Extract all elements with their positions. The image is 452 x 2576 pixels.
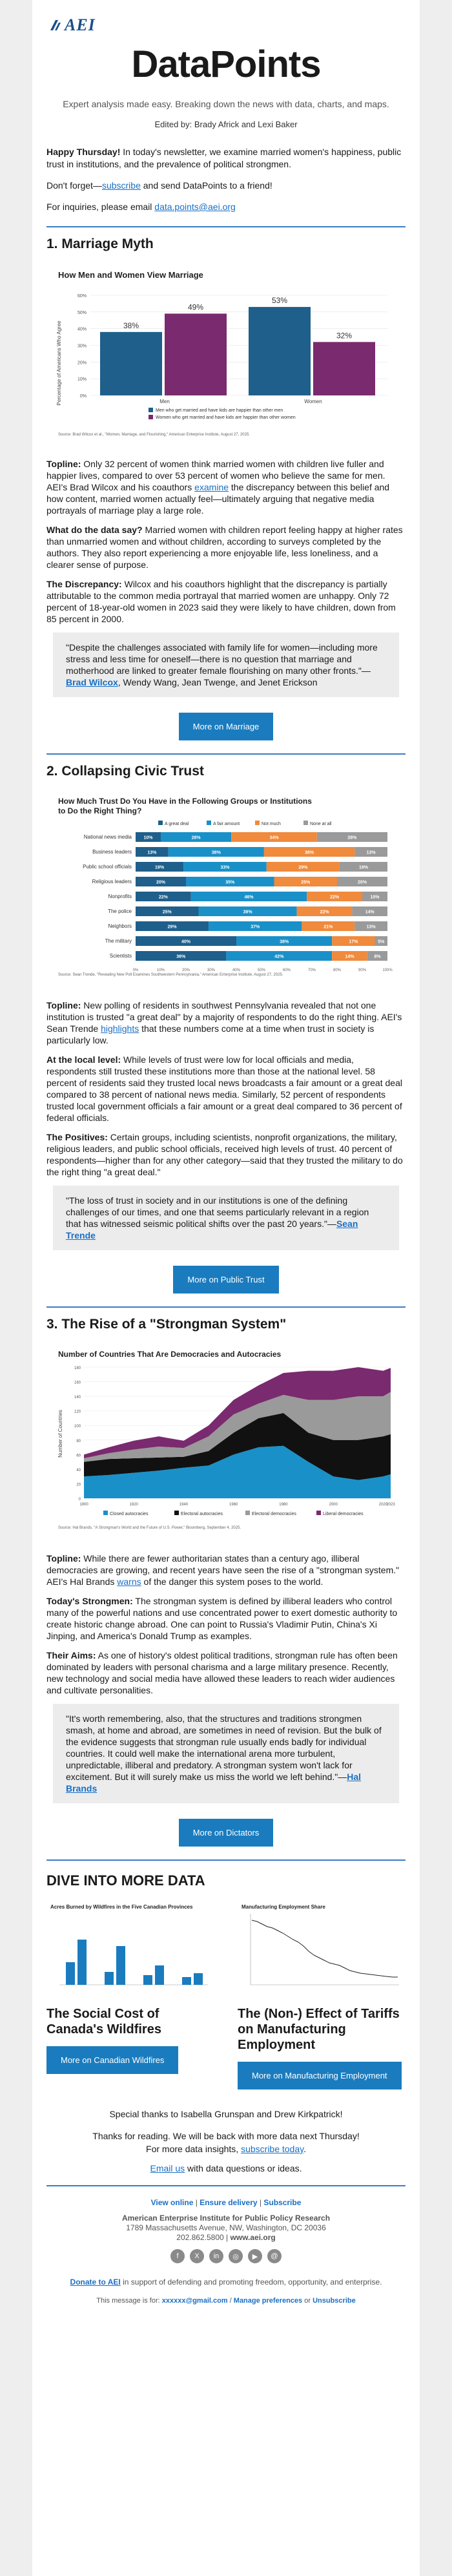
view-online-link[interactable]: View online: [150, 2198, 194, 2207]
updates-pre: For more data insights,: [146, 2144, 241, 2154]
back-line: Thanks for reading. We will be back with more data next Thursday!: [92, 2131, 360, 2141]
s3-aims-text: As one of history's oldest political traditions, strongman rule has often been dominated by leaders with personal charisma and a large military presence. Recently, new technology and social media have allowed these leaders to reach wider audiences and cultivate personalities.: [46, 1650, 398, 1695]
chart3-xtick: 1900: [79, 1503, 88, 1507]
chart2-category-label: Scientists: [109, 953, 132, 959]
chart1-xtick: Men: [159, 399, 170, 404]
chart2-xtick: 30%: [207, 969, 216, 972]
chart1-ytick: 10%: [77, 377, 87, 382]
aei-logo-mark-icon: [49, 19, 65, 32]
tagline: Expert analysis made easy. Breaking down the news with data, charts, and maps.: [63, 99, 389, 109]
chart2-xtick: 100%: [382, 969, 393, 972]
section-title-strongman: 3. The Rise of a "Strongman System": [46, 1317, 287, 1332]
chart2-segment-label: 40%: [181, 939, 191, 945]
intro: [46, 146, 406, 213]
chart3-ytick: 140: [74, 1396, 81, 1400]
aei-logo[interactable]: [49, 16, 96, 35]
chart1-bar: [313, 342, 375, 395]
s1-examine-link[interactable]: examine: [194, 482, 229, 492]
chart1-ytick: 30%: [77, 344, 87, 349]
more-on-canadian-wildfires-button[interactable]: More on Canadian Wildfires: [46, 2046, 178, 2074]
chart3-legend-label: Liberal democracies: [323, 1512, 364, 1516]
chart2-segment-label: 13%: [366, 925, 376, 930]
facebook-icon[interactable]: f: [170, 2249, 185, 2263]
s2-local: [46, 1054, 406, 1124]
chart3-xtick: 1960: [229, 1503, 238, 1507]
s3-topline-b: of the danger this system poses to the world.: [141, 1576, 324, 1587]
chart1-legend-swatch: [149, 408, 153, 412]
s2-pos: [46, 1131, 406, 1178]
ensure-delivery-link[interactable]: Ensure delivery: [200, 2198, 258, 2207]
subscribe-today-link[interactable]: subscribe today: [241, 2144, 304, 2154]
marriage-chart-svg: [52, 266, 400, 441]
chart3-legend-label: Electoral autocracies: [181, 1512, 223, 1516]
chart2-category-label: The military: [105, 938, 132, 944]
phone: 202.862.5800: [176, 2233, 224, 2242]
s2-topline-b: that these numbers come at a time when trust in society is particularly low.: [46, 1023, 375, 1045]
wildfire-chart-thumbnail[interactable]: [46, 1901, 214, 1998]
s3-quote: [53, 1704, 399, 1803]
msg-pre: This message is for:: [96, 2297, 162, 2305]
message-line: [46, 2297, 406, 2305]
greeting-text: In today's newsletter, we examine married women's happiness, public trust in institutions, and the prevalence of political strongmen.: [46, 147, 402, 169]
subscribe-link[interactable]: subscribe: [101, 180, 141, 191]
chart2-segment-label: 36%: [305, 850, 314, 855]
chart1-ytick: 60%: [77, 294, 87, 298]
footer-sep-2: |: [259, 2198, 264, 2207]
chart1-ytick: 50%: [77, 310, 87, 315]
chart2-segment-label: 21%: [324, 925, 333, 930]
chart1-value-label: 49%: [187, 302, 204, 312]
chart2-segment-label: 19%: [358, 865, 368, 870]
chart1-legend-label: Women who get married and have kids are happier than other women: [156, 415, 296, 420]
chart2-title-line2: to Do the Right Thing?: [58, 806, 142, 815]
divider: [46, 1306, 406, 1308]
chart1-xtick: Women: [304, 399, 322, 404]
chart2-segment-label: 14%: [345, 954, 354, 959]
closing: [46, 2108, 406, 2175]
youtube-icon[interactable]: ▶: [248, 2249, 262, 2263]
address-line: 1789 Massachusetts Avenue, NW, Washington, DC 20036: [126, 2223, 326, 2232]
chart3-legend-swatch: [316, 1511, 321, 1515]
s3-topline-label: Topline:: [46, 1553, 81, 1564]
chart2-title: How Much Trust Do You Have in the Following Groups or Institutions: [58, 797, 312, 806]
s2-quote-text: "The loss of trust in society and in our institutions is one of the defining challenges of our times, and one that seems particularly relevant in a region that has witnessed seismic political shifts over the past 20 years."—: [66, 1195, 369, 1229]
chart3-ytick: 160: [74, 1381, 81, 1385]
brand-title: [132, 43, 321, 86]
site-link[interactable]: www.aei.org: [230, 2233, 276, 2242]
chart1-bar: [100, 332, 162, 395]
unsubscribe-link[interactable]: Unsubscribe: [313, 2297, 356, 2305]
newsletter-card: [32, 0, 420, 2576]
chart3-legend-swatch: [103, 1511, 108, 1515]
thanks-line: Special thanks to Isabella Grunspan and Drew Kirkpatrick!: [109, 2109, 343, 2119]
chart2-segment-label: 37%: [251, 925, 260, 930]
chart2-segment-label: 28%: [347, 835, 357, 841]
manufacturing-chart-thumbnail[interactable]: [238, 1901, 406, 1998]
chart2-segment-label: 10%: [370, 895, 380, 900]
chart2-source: Source: Sean Trende, "Revealing New Poll Examines Southwestern Pennsylvania," American Enterprise Institute, August 27, 2025.: [58, 973, 283, 977]
manage-preferences-link[interactable]: Manage preferences: [233, 2297, 303, 2305]
email-us-line: [46, 2162, 406, 2175]
linkedin-icon[interactable]: in: [209, 2249, 223, 2263]
s1-disc-text: Wilcox and his coauthors highlight that the discrepancy is partially attributable to the common media portrayal that married women are unhappy. Only 72 percent of 18-year-old women in 2023 said they were likely to have children, down from 85 percent in 2000.: [46, 579, 396, 624]
divider: [46, 753, 406, 755]
manufacturing-chart-title: Manufacturing Employment Share: [241, 1904, 325, 1910]
chart2-category-label: Nonprofits: [108, 894, 132, 899]
divider: [46, 226, 406, 227]
s3-quote-link[interactable]: Hal Brands: [66, 1772, 362, 1794]
s2-quote-link[interactable]: Sean Trende: [66, 1219, 358, 1241]
chart2-legend-label: Not much: [262, 822, 281, 826]
chart2-segment-label: 17%: [349, 939, 358, 945]
chart2-segment-label: 33%: [220, 865, 230, 870]
chart1-source: Source: Brad Wilcox et al., "Women, Marriage, and Flourishing," American Enterprise Institute, August 27, 2025.: [58, 433, 250, 437]
trust-chart: [52, 793, 400, 984]
s2-quote: [53, 1186, 399, 1250]
chart3-xtick: 1980: [279, 1503, 288, 1507]
msg-or: or: [302, 2297, 313, 2305]
chart3-ytick: 180: [74, 1367, 81, 1370]
msg-email: xxxxxx@gmail.com: [161, 2297, 228, 2305]
divider: [46, 2185, 406, 2186]
greeting-bold: Happy Thursday!: [46, 147, 121, 157]
chart3-ytick: 0: [78, 1498, 81, 1502]
chart1-bar: [249, 307, 311, 395]
chart2-legend-swatch: [255, 821, 260, 825]
divider: [46, 1859, 406, 1861]
s3-topline-a: While there are fewer authoritarian states than a century ago, illiberal democracies are growing, and recent years have seen the rise of a "strongman system." AEI's Hal Brands: [46, 1553, 400, 1587]
s1-topline-b: the discrepancy between this belief and how content, married women actually feel—ultimately arguing that negative media portrayals of marriage play a large role.: [46, 482, 390, 516]
section-title-trust: 2. Collapsing Civic Trust: [46, 764, 204, 779]
footer-subscribe-link[interactable]: Subscribe: [263, 2198, 302, 2207]
chart2-segment-label: 36%: [176, 954, 186, 959]
greeting: [46, 146, 406, 171]
chart1-legend-label: Men who get married and have kids are happier than other men: [156, 408, 283, 413]
chart3-legend-swatch: [245, 1511, 250, 1515]
chart2-segment-label: 20%: [156, 880, 166, 885]
chart2-segment-label: 39%: [243, 910, 252, 915]
donate-link[interactable]: Donate to AEI: [70, 2278, 121, 2287]
chart2-legend-label: None at all: [310, 822, 332, 826]
chart2-xtick: 60%: [282, 969, 291, 972]
more-on-manufacturing-employment-button[interactable]: More on Manufacturing Employment: [238, 2062, 402, 2089]
chart2-segment-label: 46%: [244, 895, 254, 900]
s1-disc-label: The Discrepancy:: [46, 579, 122, 589]
s2-pos-label: The Positives:: [46, 1132, 108, 1142]
chart2-segment-label: 19%: [155, 865, 165, 870]
chart2-xtick: 40%: [232, 969, 241, 972]
s1-topline-a: Only 32 percent of women think married women with children live fuller and happier lives, compared to over 53 percent of women who believe the same for men. AEI's Brad Wilcox and his coauthors: [46, 459, 385, 492]
chart2-xtick: 70%: [307, 969, 316, 972]
x-icon[interactable]: X: [190, 2249, 204, 2263]
wildfire-chart-title: Acres Burned by Wildfires in the Five Canadian Provinces: [50, 1904, 193, 1910]
social-icons: [46, 2249, 406, 2263]
chart1-ytick: 20%: [77, 361, 87, 366]
s1-quote-text: "Despite the challenges associated with family life for women—including more stress and less time for oneself—there is no question that marriage and motherhood are linked to greater female flourishing on many other fronts."—: [66, 642, 378, 676]
chart3-ytick: 40: [76, 1468, 81, 1472]
chart3-ytick: 80: [76, 1439, 81, 1443]
s2-local-label: At the local level:: [46, 1054, 121, 1065]
chart3-ytick: 60: [76, 1454, 81, 1458]
org-name: American Enterprise Institute for Public Policy Research: [121, 2214, 331, 2223]
brand-wordmark: DataPoints: [131, 43, 321, 85]
chart3-xtick: 2020: [378, 1503, 388, 1507]
chart1-value-label: 38%: [123, 320, 139, 330]
chart3-xtick: 2023: [386, 1503, 395, 1507]
chart2-category-label: National news media: [83, 834, 132, 840]
s2-topline-a: New polling of residents in southwest Pennsylvania revealed that not one institution is trusted "a great deal" by a majority of respondents to do the right thing. AEI's Sean Trende: [46, 1000, 402, 1034]
chart2-legend-swatch: [303, 821, 308, 825]
updates-line: [46, 2142, 406, 2155]
more-on-public-trust-button[interactable]: More on Public Trust: [173, 1266, 278, 1293]
donate-text: in support of defending and promoting freedom, opportunity, and enterprise.: [120, 2278, 382, 2287]
s1-data: [46, 524, 406, 571]
chart2-segment-label: 28%: [191, 835, 201, 841]
footer-links: [46, 2198, 406, 2207]
chart2-segment-label: 42%: [274, 954, 284, 959]
inquiries-line: [46, 201, 406, 213]
s2-pos-text: Certain groups, including scientists, nonprofit organizations, the military, religious leaders, and public school officials, received high levels of trust. 40 percent of respondents—higher than for any other category—said that they trusted the military to do the right thing "a great deal.": [46, 1132, 403, 1177]
s1-data-label: What do the data say?: [46, 525, 143, 535]
chart2-segment-label: 38%: [280, 939, 289, 945]
chart2-category-label: Neighbors: [108, 923, 132, 929]
forward-line: [46, 180, 406, 192]
chart2-segment-label: 29%: [167, 925, 177, 930]
email-us-link[interactable]: Email us: [150, 2163, 185, 2173]
chart1-bar: [165, 313, 227, 395]
forward-pre: Don't forget—: [46, 180, 102, 191]
chart1-legend-swatch: [149, 415, 153, 419]
s2-topline: [46, 1000, 406, 1046]
chart2-legend-swatch: [158, 821, 163, 825]
editors-line: Edited by: Brady Africk and Lexi Baker: [154, 120, 298, 129]
contact-line: 202.862.5800 | www.aei.org: [176, 2233, 276, 2242]
s3-aims-label: Their Aims:: [46, 1650, 96, 1660]
s3-warns-link[interactable]: warns: [117, 1576, 141, 1587]
s1-data-text: Married women with children report feeling happy at higher rates than unmarried women and without children, according to surveys completed by the authors. They also report experiencing a more enjoyable life, less loneliness, and a clearer sense of purpose.: [46, 525, 403, 570]
chart2-xtick: 90%: [358, 969, 367, 972]
chart3-legend-swatch: [174, 1511, 179, 1515]
dive-right: [238, 1901, 406, 2089]
chart2-legend-label: A fair amount: [213, 822, 240, 826]
section-title-marriage: 1. Marriage Myth: [46, 236, 154, 251]
donate-line: [46, 2278, 406, 2287]
forward-post: and send DataPoints to a friend!: [140, 180, 272, 191]
more-on-marriage-button[interactable]: More on Marriage: [179, 713, 274, 740]
marriage-chart: [52, 266, 400, 444]
dive-grid: [46, 1901, 406, 2089]
chart1-value-label: 32%: [336, 331, 353, 340]
s1-topline: [46, 458, 406, 516]
email-link[interactable]: data.points@aei.org: [154, 202, 236, 212]
dive-title: DIVE INTO MORE DATA: [46, 1872, 205, 1889]
dive-left: [46, 1901, 214, 2089]
s1-quote: [53, 633, 399, 697]
chart3-source: Source: Hal Brands, "A Strongman's World and the Future of U.S. Power," Bloomberg, September 4, 2025.: [58, 1526, 241, 1530]
chart2-segment-label: 34%: [269, 835, 279, 841]
chart2-category-label: The police: [108, 908, 132, 914]
aei-logo-text: AEI: [65, 16, 96, 34]
chart2-category-label: Religious leaders: [92, 879, 132, 885]
chart2-legend-swatch: [207, 821, 211, 825]
chart3-ytick: 20: [76, 1483, 81, 1487]
chart2-segment-label: 22%: [158, 895, 168, 900]
s1-topline-label: Topline:: [46, 459, 81, 469]
threads-icon[interactable]: @: [267, 2249, 282, 2263]
more-on-dictators-button[interactable]: More on Dictators: [179, 1819, 274, 1847]
chart3-ytick: 120: [74, 1410, 81, 1414]
chart2-segment-label: 22%: [330, 895, 340, 900]
chart2-segment-label: 25%: [301, 880, 311, 885]
s1-disc: [46, 578, 406, 625]
chart2-xtick: 50%: [257, 969, 266, 972]
s3-topline: [46, 1553, 406, 1587]
footer-sep-1: |: [195, 2198, 200, 2207]
chart2-xtick: 20%: [181, 969, 190, 972]
chart1-ytick: 40%: [77, 327, 87, 332]
msg-sep: /: [227, 2297, 234, 2305]
s3-today: [46, 1595, 406, 1642]
chart2-segment-label: 38%: [211, 850, 221, 855]
chart1-ylabel: Percentage of Americans Who Agree: [56, 320, 62, 406]
chart3-ylabel: Number of Countries: [57, 1410, 63, 1458]
chart2-segment-label: 22%: [320, 910, 329, 915]
chart2-legend-label: A great deal: [165, 822, 189, 826]
chart2-xtick: 80%: [333, 969, 342, 972]
chart3-xtick: 2000: [329, 1503, 338, 1507]
chart3-xtick: 1920: [129, 1503, 138, 1507]
s3-quote-text: "It's worth remembering, also, that the structures and traditions strongmen smash, at home and abroad, are sometimes in need of revision. But the bulk of the evidence suggests that strongman rule usually ends badly for individual countries. It could well make the international arena more turbulent, unpredictable, illiberal and predatory. A strongman system won't lack for excitement. But it will surely make us miss the world we left behind."—: [66, 1713, 382, 1782]
chart2-segment-label: 10%: [143, 835, 153, 841]
instagram-icon[interactable]: ◎: [229, 2249, 243, 2263]
chart2-xtick: 0%: [132, 969, 139, 972]
democracy-chart: [52, 1346, 400, 1537]
chart2-segment-label: 13%: [147, 850, 157, 855]
inquiries-pre: For inquiries, please email: [46, 202, 155, 212]
s3-today-text: The strongman system is defined by illiberal leaders who control many of the powerful nations and use concentrated power to exert domestic authority to create historic change abroad. One can point to Russia's Vladimir Putin, China's Xi Jinping, and America's Donald Trump as examples.: [46, 1596, 398, 1641]
footer-address: [46, 2214, 406, 2243]
chart2-segment-label: 8%: [374, 954, 381, 959]
chart3-ytick: 100: [74, 1425, 81, 1429]
email-post: with data questions or ideas.: [185, 2163, 302, 2173]
s3-today-label: Today's Strongmen:: [46, 1596, 133, 1606]
s3-aims: [46, 1649, 406, 1696]
chart2-xtick: 10%: [156, 969, 165, 972]
s2-topline-label: Topline:: [46, 1000, 81, 1011]
chart2-segment-label: 20%: [357, 880, 367, 885]
chart3-xtick: 1940: [179, 1503, 189, 1507]
updates-post: .: [303, 2144, 306, 2154]
chart2-segment-label: 5%: [378, 939, 385, 945]
chart2-category-label: Business leaders: [92, 849, 132, 855]
s2-highlights-link[interactable]: highlights: [101, 1023, 139, 1034]
dive-left-title: The Social Cost of Canada's Wildfires: [46, 2007, 161, 2037]
s1-quote-link[interactable]: Brad Wilcox: [66, 677, 118, 687]
chart2-segment-label: 14%: [365, 910, 375, 915]
chart2-category-label: Public school officials: [83, 864, 132, 870]
trust-chart-svg: [52, 793, 400, 981]
chart2-segment-label: 25%: [162, 910, 172, 915]
dive-right-title: The (Non-) Effect of Tariffs on Manufacturing Employment: [238, 2007, 400, 2052]
chart3-legend-label: Closed autocracies: [110, 1512, 149, 1516]
chart2-segment-label: 29%: [298, 865, 308, 870]
chart2-segment-label: 35%: [225, 880, 235, 885]
chart1-ytick: 0%: [79, 394, 87, 399]
chart3-legend-label: Electoral democracies: [252, 1512, 296, 1516]
chart3-title: Number of Countries That Are Democracies and Autocracies: [58, 1350, 282, 1359]
chart1-value-label: 53%: [271, 296, 288, 306]
chart1-title: How Men and Women View Marriage: [58, 270, 203, 280]
democracy-chart-svg: [52, 1346, 400, 1534]
s2-local-text: While levels of trust were low for local officials and media, respondents still trusted these institutions more than those at the national level. 58 percent of residents said they trusted local news broadcasts a fair amount or a great deal compared to 38 percent of national news media. Similarly, 52 percent of respondents trusted local government officials a fair amount or a great deal compared to 36 percent of federal officials.: [46, 1054, 402, 1123]
chart2-segment-label: 13%: [366, 850, 376, 855]
s1-quote-post: , Wendy Wang, Jean Twenge, and Jenet Erickson: [118, 677, 318, 687]
